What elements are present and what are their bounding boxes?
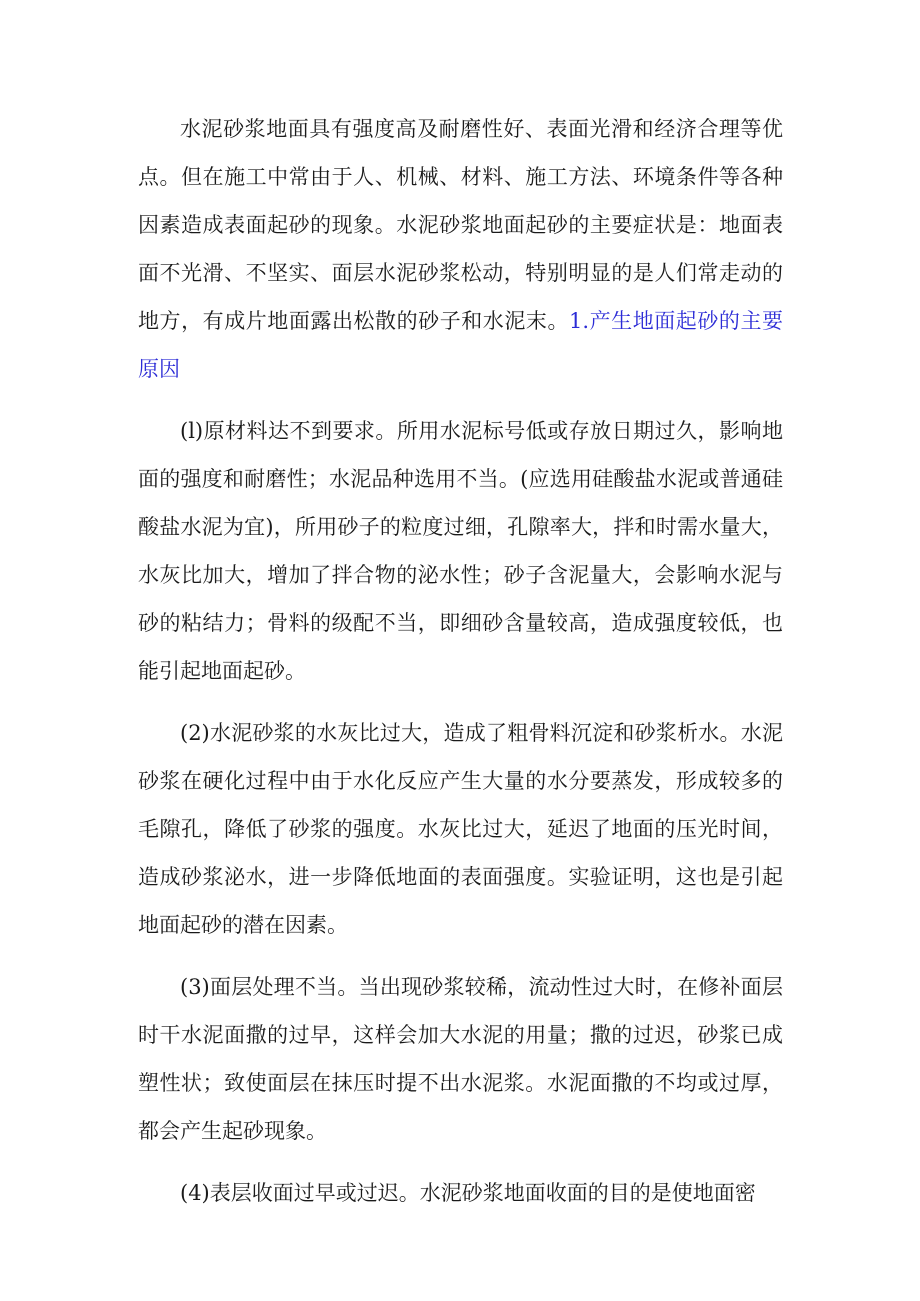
cause-paragraph-1: (l)原材料达不到要求。所用水泥标号低或存放日期过久，影响地面的强度和耐磨性；水泥品种选用不当。(应选用硅酸盐水泥或普通硅酸盐水泥为宜)，所用砂子的粒度过细，孔隙率大，拌和时需水量大，水灰比加大，增加了拌合物的泌水性；砂子含泥量大，会影响水泥与砂的粘结力；骨料的级配不当，即细砂含量较高，造成强度较低，也能引起地面起砂。 [138,419,783,683]
cause-paragraph-2: (2)水泥砂浆的水灰比过大，造成了粗骨料沉淀和砂浆析水。水泥砂浆在硬化过程中由于水化反应产生大量的水分要蒸发，形成较多的毛隙孔，降低了砂浆的强度。水灰比过大，延迟了地面的压光时间，造成砂浆泌水，进一步降低地面的表面强度。实验证明，这也是引起地面起砂的潜在因素。 [138,721,783,937]
cause-paragraph-4: (4)表层收面过早或过迟。水泥砂浆地面收面的目的是使地面密 [180,1181,756,1205]
intro-paragraph [138,105,783,393]
cause-paragraph-3: (3)面层处理不当。当出现砂浆较稀，流动性过大时，在修补面层时干水泥面撒的过早，这样会加大水泥的用量；撒的过迟，砂浆已成塑性状；致使面层在抹压时提不出水泥浆。水泥面撒的不均或过厚，都会产生起砂现象。 [138,975,783,1143]
intro-text: 水泥砂浆地面具有强度高及耐磨性好、表面光滑和经济合理等优点。但在施工中常由于人、机械、材料、施工方法、环境条件等各种因素造成表面起砂的现象。水泥砂浆地面起砂的主要症状是：地面表面不光滑、不坚实、面层水泥砂浆松动，特别明显的是人们常走动的地方，有成片地面露出松散的砂子和水泥末。 [138,117,783,333]
document-body [138,105,783,1231]
section-heading-link[interactable]: 1.产生地面起砂的主要原因 [138,309,784,381]
